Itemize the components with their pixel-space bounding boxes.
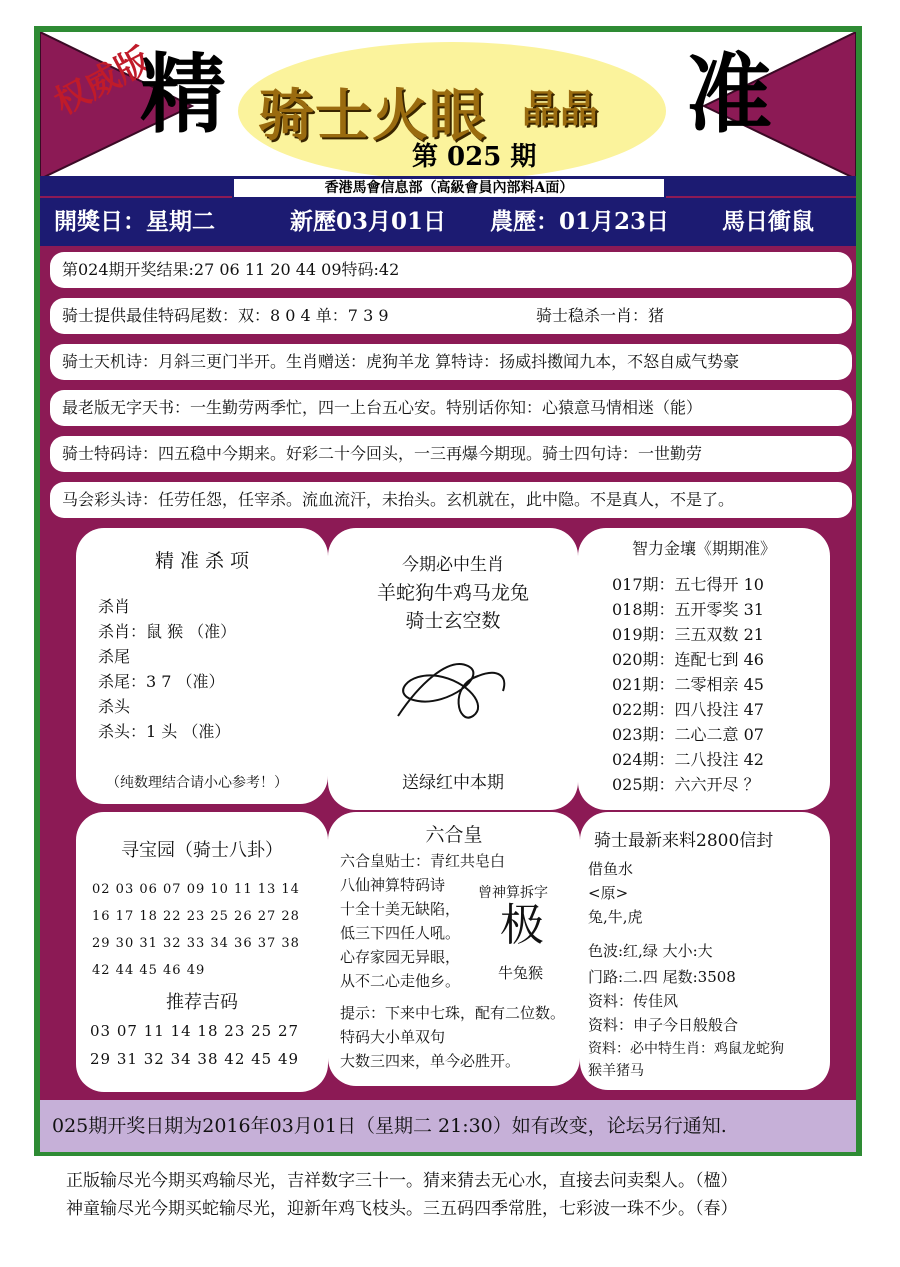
info-box: 香港馬會信息部（高級會員內部料A面） xyxy=(232,177,666,199)
issue-number: 第 025 期 xyxy=(412,142,537,172)
special-poem-text: 骑士特码诗：四五稳中今期来。好彩二十今回头，一三再爆今期现。骑士四句诗：一世勤劳 xyxy=(62,444,703,463)
liuhe-bottom-line: 特码大小单双句 xyxy=(340,1028,446,1046)
letters-line: 猴羊猪马 xyxy=(588,1063,644,1079)
authority-stamp: 权威版 xyxy=(48,39,158,124)
gold-item: 022期：四八投注 47 xyxy=(612,700,764,719)
poem-text: 骑士天机诗：月斜三更门半开。生肖赠送：虎狗羊龙 算特诗：扬威抖擞闻九本，不怒自威气势豪 xyxy=(62,352,740,371)
liuhe-line: 从不二心走他乡。 xyxy=(340,972,461,990)
zodiac-line1: 今期必中生肖 xyxy=(402,555,504,575)
recommended-row: 03 07 11 14 18 23 25 27 xyxy=(90,1022,300,1040)
liuhe-line: 八仙神算特码诗 xyxy=(340,876,446,894)
horse-poem-text: 马会彩头诗：任劳任怨，任宰杀。流血流汗，未抬头。玄机就在，此中隐。不是真人，不是了。 xyxy=(62,490,735,509)
treasure-number-row: 29 30 31 32 33 34 36 37 38 xyxy=(92,936,300,951)
prev-result-row xyxy=(50,252,852,288)
letters-line: 资料：传佳风 xyxy=(588,992,679,1010)
liuhe-bottom-line: 提示：下来中七珠，配有二位数。 xyxy=(340,1004,566,1022)
recommended-row: 29 31 32 34 38 42 45 49 xyxy=(90,1050,300,1068)
kill-line: 杀尾：3 7 （准） xyxy=(98,672,225,691)
heaven-book-text: 最老版无字天书：一生勤劳两季忙，四一上台五心安。特别话你知：心猿意马情相迷（能） xyxy=(62,398,703,417)
gold-item: 025期：六六开尽 ？ xyxy=(612,775,760,794)
poster-header xyxy=(40,32,856,179)
treasure-number-row: 42 44 45 46 49 xyxy=(92,963,206,978)
liuhe-line: 心存家园无异眼， xyxy=(340,948,461,966)
panel-treasure xyxy=(76,812,328,1092)
kill-note: （纯数理结合请小心参考！） xyxy=(106,775,288,791)
big-char-left: 精 xyxy=(140,45,226,145)
letters-line: 兔,牛,虎 xyxy=(588,908,643,926)
panel-gold xyxy=(578,528,830,810)
zodiac-bottom: 送绿红中本期 xyxy=(402,773,504,793)
kill-line: 杀头 xyxy=(98,697,131,716)
tail-number-row xyxy=(50,298,852,334)
treasure-title: 寻宝园（骑士八卦） xyxy=(121,840,283,861)
letters-line: 资料：申子今日般般合 xyxy=(588,1016,739,1034)
panel-kill-title: 精 准 杀 项 xyxy=(154,550,250,572)
date-band xyxy=(40,198,856,246)
tail-number-text: 骑士提供最佳特码尾数：双：8 0 4 单：7 3 9 xyxy=(62,306,389,325)
gold-item: 019期：三五双数 21 xyxy=(612,625,764,644)
prev-result-text: 第024期开奖结果:27 06 11 20 44 09特码:42 xyxy=(62,260,400,279)
liuhe-title: 六合皇 xyxy=(425,824,483,846)
panel-letters xyxy=(580,812,830,1090)
big-char-right: 准 xyxy=(686,45,772,145)
kill-zodiac-text: 骑士稳杀一肖：猪 xyxy=(536,306,665,325)
bottom-line: 神童输尽光今期买蛇输尽光，迎新年鸡飞枝头。三五码四季常胜，七彩波一珠不少。（春） xyxy=(66,1199,738,1219)
day-clash: 馬日衝鼠 xyxy=(722,208,814,235)
gold-item: 024期：二八投注 42 xyxy=(612,750,764,769)
gold-title: 智力金壤《期期准》 xyxy=(631,539,776,558)
page-title-suffix: 晶晶 xyxy=(522,86,599,131)
letters-line: 借鱼水 xyxy=(588,860,634,878)
letters-line: 门路:二.四 尾数:3508 xyxy=(588,968,736,986)
kill-line: 杀尾 xyxy=(98,647,131,666)
recommended-title: 推荐吉码 xyxy=(166,992,238,1013)
solar-date: 新歷03月01日 xyxy=(290,208,447,235)
kill-line: 杀肖：鼠 猴 （准） xyxy=(98,622,237,641)
panel-kill xyxy=(76,528,328,804)
kill-line: 杀头：1 头 （准） xyxy=(98,722,231,741)
gold-item: 021期：二零相亲 45 xyxy=(612,675,764,694)
signature-scribble xyxy=(378,646,518,736)
gold-item: 023期：二心二意 07 xyxy=(612,725,764,744)
treasure-number-row: 16 17 18 22 23 25 26 27 28 xyxy=(92,909,300,924)
poem-row xyxy=(50,344,852,380)
draw-date-notice: 025期开奖日期为2016年03月01日（星期二 21:30）如有改变，论坛另行通知. xyxy=(40,1100,856,1152)
draw-day: 開獎日：星期二 xyxy=(54,208,215,235)
panel-liuhe xyxy=(328,812,580,1086)
bottom-line: 正版输尽光今期买鸡输尽光，吉祥数字三十一。猜来猜去无心水，直接去问卖梨人。（楹） xyxy=(66,1171,738,1191)
page-title: 骑士火眼 xyxy=(258,83,486,149)
liuhe-big-char: 极 xyxy=(500,900,544,951)
lunar-date: 農歷：01月23日 xyxy=(490,208,670,235)
poster-frame xyxy=(34,26,862,1156)
treasure-number-row: 02 03 06 07 09 10 11 13 14 xyxy=(92,882,300,897)
liuhe-line: 低三下四任人吼。 xyxy=(340,924,461,942)
gold-item: 020期：连配七到 46 xyxy=(612,650,764,669)
heaven-book-row xyxy=(50,390,852,426)
gold-item: 017期：五七得开 10 xyxy=(612,575,764,594)
panel-zodiac xyxy=(328,528,578,810)
liuhe-side-title: 曾神算拆字 xyxy=(478,885,548,901)
zodiac-line3: 骑士玄空数 xyxy=(405,610,501,632)
liuhe-bottom-line: 大数三四来，单今必胜开。 xyxy=(340,1052,521,1070)
kill-line: 杀肖 xyxy=(98,597,131,616)
gold-item: 018期：五开零奖 31 xyxy=(612,600,764,619)
liuhe-line: 六合皇贴士：青红共皂白 xyxy=(340,852,506,870)
letters-title: 骑士最新来料2800信封 xyxy=(594,831,774,851)
letters-line: 色波:红,绿 大小:大 xyxy=(588,942,713,960)
horse-poem-row xyxy=(50,482,852,518)
special-poem-row xyxy=(50,436,852,472)
zodiac-line2: 羊蛇狗牛鸡马龙兔 xyxy=(376,582,529,604)
letters-line: <原> xyxy=(588,884,629,902)
liuhe-line: 十全十美无缺陷， xyxy=(340,900,461,918)
liuhe-side-bottom: 牛兔猴 xyxy=(498,964,544,982)
letters-line: 资料：必中特生肖：鸡鼠龙蛇狗 xyxy=(588,1041,784,1057)
